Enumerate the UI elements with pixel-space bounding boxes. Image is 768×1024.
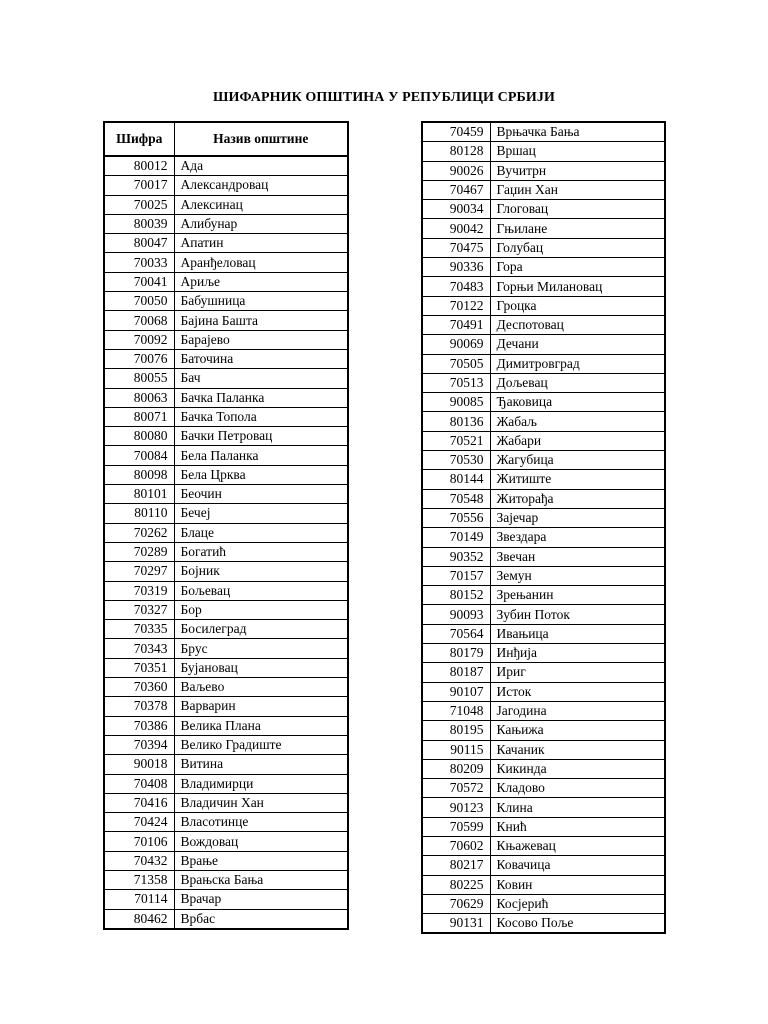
- municipality-code: 70025: [104, 195, 174, 214]
- municipality-name: Ириг: [490, 663, 665, 682]
- municipality-code: 70068: [104, 311, 174, 330]
- table-row: [104, 427, 348, 446]
- municipality-name: Жабаљ: [490, 412, 665, 431]
- municipality-code: 90018: [104, 755, 174, 774]
- municipality-name: Босилеград: [174, 620, 348, 639]
- municipality-code: 70351: [104, 658, 174, 677]
- table-row: [422, 296, 665, 315]
- table-row: [422, 315, 665, 334]
- municipality-name: Голубац: [490, 238, 665, 257]
- municipality-code: 80128: [422, 142, 490, 161]
- table-row: [104, 311, 348, 330]
- municipality-code: 70289: [104, 542, 174, 561]
- municipality-code: 90042: [422, 219, 490, 238]
- municipality-name: Врањска Бања: [174, 870, 348, 889]
- table-row: [104, 600, 348, 619]
- table-row: [422, 759, 665, 778]
- table-row: [104, 407, 348, 426]
- municipality-code: 90107: [422, 682, 490, 701]
- table-row: [104, 832, 348, 851]
- table-row: [104, 446, 348, 465]
- municipality-code: 70084: [104, 446, 174, 465]
- municipality-name: Зрењанин: [490, 586, 665, 605]
- municipality-code: 71358: [104, 870, 174, 889]
- table-row: [422, 393, 665, 412]
- table-row: [104, 678, 348, 697]
- municipality-code: 70599: [422, 817, 490, 836]
- municipality-name: Дечани: [490, 335, 665, 354]
- table-row: [104, 890, 348, 909]
- table-row: [104, 909, 348, 929]
- table-row: [104, 388, 348, 407]
- municipality-name: Баточина: [174, 349, 348, 368]
- municipality-name: Бачки Петровац: [174, 427, 348, 446]
- municipality-code: 70033: [104, 253, 174, 272]
- table-row: [422, 701, 665, 720]
- municipality-code: 70157: [422, 566, 490, 585]
- municipality-code: 70327: [104, 600, 174, 619]
- municipality-code: 70530: [422, 451, 490, 470]
- table-row: [104, 465, 348, 484]
- municipality-name: Апатин: [174, 234, 348, 253]
- municipality-code: 80071: [104, 407, 174, 426]
- municipality-name: Јагодина: [490, 701, 665, 720]
- municipality-name: Бела Паланка: [174, 446, 348, 465]
- municipality-name: Власотинце: [174, 813, 348, 832]
- municipality-name: Дољевац: [490, 373, 665, 392]
- table-row: [422, 412, 665, 431]
- municipality-name: Блаце: [174, 523, 348, 542]
- table-row: [104, 523, 348, 542]
- table-row: [104, 272, 348, 291]
- table-row: [104, 813, 348, 832]
- table-row: [104, 716, 348, 735]
- municipality-name: Аранђеловац: [174, 253, 348, 272]
- table-row: [104, 253, 348, 272]
- table-row: [422, 566, 665, 585]
- municipality-name: Вучитрн: [490, 161, 665, 180]
- municipality-code: 70432: [104, 851, 174, 870]
- table-row: [104, 774, 348, 793]
- municipality-name: Качаник: [490, 740, 665, 759]
- municipality-name: Велико Градиште: [174, 735, 348, 754]
- table-row: [422, 161, 665, 180]
- municipality-code: 70319: [104, 581, 174, 600]
- municipality-name: Ђаковица: [490, 393, 665, 412]
- table-row: [422, 856, 665, 875]
- municipality-name: Бојник: [174, 562, 348, 581]
- municipality-code: 90026: [422, 161, 490, 180]
- table-row: [422, 914, 665, 934]
- table-row: [422, 894, 665, 913]
- table-row: [422, 180, 665, 199]
- municipality-code: 70378: [104, 697, 174, 716]
- municipality-code: 70122: [422, 296, 490, 315]
- municipality-name: Бајина Башта: [174, 311, 348, 330]
- table-row: [422, 644, 665, 663]
- municipality-code: 70424: [104, 813, 174, 832]
- table-row: [422, 431, 665, 450]
- municipality-name: Алибунар: [174, 214, 348, 233]
- municipality-code: 90085: [422, 393, 490, 412]
- municipality-code: 90034: [422, 200, 490, 219]
- table-row: [104, 156, 348, 176]
- municipality-name: Бечеј: [174, 504, 348, 523]
- municipality-name: Ивањица: [490, 624, 665, 643]
- table-row: [422, 721, 665, 740]
- municipality-code: 90115: [422, 740, 490, 759]
- municipality-code: 70149: [422, 528, 490, 547]
- municipality-code: 80462: [104, 909, 174, 929]
- table-row: [104, 504, 348, 523]
- municipality-name: Бабушница: [174, 292, 348, 311]
- header-code: Шифра: [104, 122, 174, 156]
- table-row: [104, 330, 348, 349]
- table-row: [422, 238, 665, 257]
- table-row: [422, 682, 665, 701]
- municipality-name: Алексинац: [174, 195, 348, 214]
- municipality-name: Владимирци: [174, 774, 348, 793]
- municipality-code: 90131: [422, 914, 490, 934]
- municipality-name: Велика Плана: [174, 716, 348, 735]
- municipality-code: 70041: [104, 272, 174, 291]
- municipality-name: Житиште: [490, 470, 665, 489]
- municipality-name: Бачка Топола: [174, 407, 348, 426]
- municipality-name: Гроцка: [490, 296, 665, 315]
- municipality-code: 80047: [104, 234, 174, 253]
- table-row: [104, 870, 348, 889]
- municipality-name: Гора: [490, 258, 665, 277]
- municipality-name: Богатић: [174, 542, 348, 561]
- municipality-code: 80217: [422, 856, 490, 875]
- municipality-name: Гаџин Хан: [490, 180, 665, 199]
- municipality-name: Кнић: [490, 817, 665, 836]
- table-row: [104, 755, 348, 774]
- municipality-name: Бела Црква: [174, 465, 348, 484]
- municipality-name: Ада: [174, 156, 348, 176]
- municipality-name: Звечан: [490, 547, 665, 566]
- municipality-code: 70556: [422, 508, 490, 527]
- municipality-code: 90123: [422, 798, 490, 817]
- municipality-name: Клина: [490, 798, 665, 817]
- municipality-code: 70092: [104, 330, 174, 349]
- table-row: [422, 200, 665, 219]
- table-row: [104, 697, 348, 716]
- municipality-code: 80187: [422, 663, 490, 682]
- municipality-code: 70335: [104, 620, 174, 639]
- table-row: [422, 836, 665, 855]
- municipality-name: Жагубица: [490, 451, 665, 470]
- municipality-code: 80080: [104, 427, 174, 446]
- municipality-code: 70394: [104, 735, 174, 754]
- municipality-name: Звездара: [490, 528, 665, 547]
- municipality-code: 70076: [104, 349, 174, 368]
- municipality-code: 70017: [104, 176, 174, 195]
- table-row: [104, 562, 348, 581]
- municipality-name: Кањижа: [490, 721, 665, 740]
- table-row: [422, 547, 665, 566]
- municipality-code: 80012: [104, 156, 174, 176]
- municipality-name: Барајево: [174, 330, 348, 349]
- municipality-name: Књажевац: [490, 836, 665, 855]
- municipality-code: 70050: [104, 292, 174, 311]
- table-row: [422, 142, 665, 161]
- municipality-name: Ариље: [174, 272, 348, 291]
- municipality-name: Ковачица: [490, 856, 665, 875]
- table-row: [422, 354, 665, 373]
- municipality-code: 70106: [104, 832, 174, 851]
- municipality-name: Кикинда: [490, 759, 665, 778]
- municipality-name: Владичин Хан: [174, 793, 348, 812]
- table-row: [422, 586, 665, 605]
- table-row: [422, 605, 665, 624]
- municipality-name: Димитровград: [490, 354, 665, 373]
- municipality-name: Горњи Милановац: [490, 277, 665, 296]
- municipality-code: 80055: [104, 369, 174, 388]
- municipality-code: 90093: [422, 605, 490, 624]
- municipality-code: 70629: [422, 894, 490, 913]
- table-row: [104, 214, 348, 233]
- municipality-code: 70475: [422, 238, 490, 257]
- table-row: [422, 508, 665, 527]
- municipality-name: Зајечар: [490, 508, 665, 527]
- table-row: [422, 798, 665, 817]
- table-row: [104, 176, 348, 195]
- municipality-code: 80063: [104, 388, 174, 407]
- header-name: Назив општине: [174, 122, 348, 156]
- municipality-code: 80039: [104, 214, 174, 233]
- municipality-code: 70564: [422, 624, 490, 643]
- table-row: [422, 875, 665, 894]
- table-row: [422, 277, 665, 296]
- municipality-code: 70467: [422, 180, 490, 199]
- municipality-name: Бачка Паланка: [174, 388, 348, 407]
- municipality-name: Витина: [174, 755, 348, 774]
- municipality-name: Бољевац: [174, 581, 348, 600]
- municipality-name: Врбас: [174, 909, 348, 929]
- municipality-code: 80144: [422, 470, 490, 489]
- municipality-code: 70262: [104, 523, 174, 542]
- table-row: [422, 451, 665, 470]
- municipality-code: 70602: [422, 836, 490, 855]
- municipality-name: Бач: [174, 369, 348, 388]
- municipality-name: Житорађа: [490, 489, 665, 508]
- municipality-code: 80101: [104, 485, 174, 504]
- table-row: [422, 219, 665, 238]
- municipality-name: Исток: [490, 682, 665, 701]
- municipality-code: 80209: [422, 759, 490, 778]
- municipality-code: 80195: [422, 721, 490, 740]
- table-row: [422, 740, 665, 759]
- municipality-code: 70343: [104, 639, 174, 658]
- municipality-code: 80136: [422, 412, 490, 431]
- table-row: [422, 817, 665, 836]
- municipality-name: Ковин: [490, 875, 665, 894]
- page-title: ШИФАРНИК ОПШТИНА У РЕПУБЛИЦИ СРБИЈИ: [213, 90, 555, 105]
- table-row: [104, 793, 348, 812]
- table-row: [104, 851, 348, 870]
- municipality-name: Вождовац: [174, 832, 348, 851]
- municipality-name: Косјерић: [490, 894, 665, 913]
- municipality-name: Вршац: [490, 142, 665, 161]
- municipality-code: 90336: [422, 258, 490, 277]
- municipality-code: 70408: [104, 774, 174, 793]
- municipality-name: Кладово: [490, 779, 665, 798]
- municipality-name: Варварин: [174, 697, 348, 716]
- table-row: [104, 735, 348, 754]
- municipality-name: Жабари: [490, 431, 665, 450]
- table-row: [422, 258, 665, 277]
- municipality-table-left: [103, 121, 349, 930]
- table-row: [422, 779, 665, 798]
- municipality-name: Александровац: [174, 176, 348, 195]
- municipality-name: Земун: [490, 566, 665, 585]
- table-row: [104, 349, 348, 368]
- municipality-code: 70360: [104, 678, 174, 697]
- table-row: [422, 122, 665, 142]
- municipality-name: Врање: [174, 851, 348, 870]
- table-row: [104, 620, 348, 639]
- municipality-name: Бујановац: [174, 658, 348, 677]
- municipality-name: Врачар: [174, 890, 348, 909]
- municipality-code: 70491: [422, 315, 490, 334]
- municipality-name: Деспотовац: [490, 315, 665, 334]
- table-row: [422, 624, 665, 643]
- municipality-code: 70459: [422, 122, 490, 142]
- municipality-code: 90352: [422, 547, 490, 566]
- table-row: [422, 335, 665, 354]
- table-row: [104, 292, 348, 311]
- municipality-code: 70483: [422, 277, 490, 296]
- table-row: [104, 639, 348, 658]
- municipality-code: 70521: [422, 431, 490, 450]
- municipality-name: Брус: [174, 639, 348, 658]
- municipality-code: 80225: [422, 875, 490, 894]
- municipality-code: 71048: [422, 701, 490, 720]
- municipality-code: 70386: [104, 716, 174, 735]
- municipality-name: Косово Поље: [490, 914, 665, 934]
- table-header-row: [104, 122, 348, 156]
- municipality-table-right: [421, 121, 666, 934]
- municipality-name: Зубин Поток: [490, 605, 665, 624]
- municipality-code: 80098: [104, 465, 174, 484]
- table-row: [422, 373, 665, 392]
- municipality-code: 70114: [104, 890, 174, 909]
- table-row: [104, 369, 348, 388]
- table-row: [104, 542, 348, 561]
- table-row: [104, 195, 348, 214]
- municipality-code: 70572: [422, 779, 490, 798]
- municipality-code: 70416: [104, 793, 174, 812]
- municipality-code: 70505: [422, 354, 490, 373]
- municipality-name: Инђија: [490, 644, 665, 663]
- table-row: [104, 234, 348, 253]
- municipality-name: Врњачка Бања: [490, 122, 665, 142]
- municipality-name: Глоговац: [490, 200, 665, 219]
- table-row: [104, 485, 348, 504]
- table-row: [422, 663, 665, 682]
- table-row: [104, 658, 348, 677]
- municipality-code: 70513: [422, 373, 490, 392]
- table-row: [422, 470, 665, 489]
- municipality-name: Беочин: [174, 485, 348, 504]
- municipality-code: 80152: [422, 586, 490, 605]
- municipality-code: 70297: [104, 562, 174, 581]
- municipality-code: 80179: [422, 644, 490, 663]
- table-row: [422, 489, 665, 508]
- municipality-name: Гњилане: [490, 219, 665, 238]
- municipality-name: Бор: [174, 600, 348, 619]
- municipality-code: 80110: [104, 504, 174, 523]
- municipality-code: 90069: [422, 335, 490, 354]
- municipality-name: Ваљево: [174, 678, 348, 697]
- municipality-code: 70548: [422, 489, 490, 508]
- table-row: [422, 528, 665, 547]
- table-row: [104, 581, 348, 600]
